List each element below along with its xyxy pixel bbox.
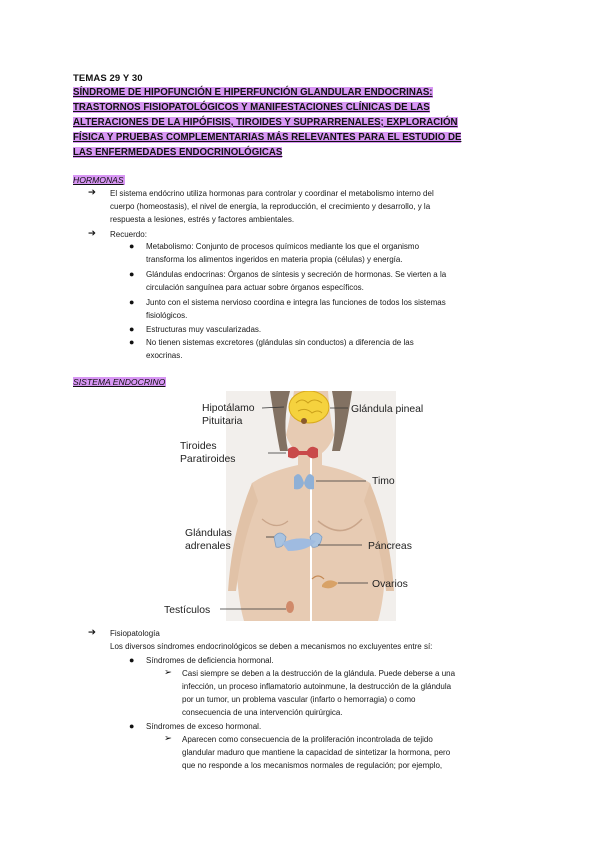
text-line: Glándulas endocrinas: Órganos de síntesis y secreción de hormonas. Se vierten a la xyxy=(146,270,447,279)
bullet-icon: ● xyxy=(129,324,135,334)
text-line: cuerpo (homeostasis), el nivel de energía, la reproducción, el crecimiento y desarrollo, y la xyxy=(110,202,431,211)
brain-icon xyxy=(289,391,329,423)
section-title-hormonas xyxy=(73,175,125,186)
label-hipotalamo: Hipotálamo xyxy=(202,403,255,414)
label-glandulas: Glándulas xyxy=(185,528,232,539)
text-line: Junto con el sistema nervioso coordina e integra las funciones de todos los sistemas xyxy=(146,298,446,307)
arrow-icon: ➔ xyxy=(88,627,96,638)
heading-line: FÍSICA Y PRUEBAS COMPLEMENTARIAS MÁS RELEVANTES PARA EL ESTUDIO DE xyxy=(73,132,462,143)
label-ovarios: Ovarios xyxy=(372,579,408,590)
bullet-icon: ● xyxy=(129,269,135,279)
paragraph-hormonas-1 xyxy=(110,187,530,226)
list-item-deficiencia: Síndromes de deficiencia hormonal. xyxy=(146,656,274,665)
list-item xyxy=(146,296,536,322)
bullet-icon: ● xyxy=(129,297,135,307)
list-item xyxy=(146,336,536,362)
list-item xyxy=(146,323,536,336)
heading-line: LAS ENFERMEDADES ENDOCRINOLÓGICAS xyxy=(73,147,283,158)
endocrine-system-figure xyxy=(162,391,458,621)
heading-line: TRASTORNOS FISIOPATOLÓGICOS Y MANIFESTACIONES CLÍNICAS DE LAS xyxy=(73,102,430,113)
section-title-text: HORMONAS xyxy=(73,175,124,185)
paragraph-fisiopatologia-intro: Los diversos síndromes endocrinológicos se deben a mecanismos no excluyentes entre sí: xyxy=(110,642,433,651)
bullet-icon: ● xyxy=(129,655,135,665)
heading-line: SÍNDROME DE HIPOFUNCIÓN E HIPERFUNCIÓN GLANDULAR ENDOCRINAS: xyxy=(73,87,433,98)
section-title-sistema xyxy=(73,377,166,388)
list-item xyxy=(146,240,536,266)
paragraph-recuerdo: Recuerdo: xyxy=(110,230,147,239)
heading-line: ALTERACIONES DE LA HIPÓFISIS, TIROIDES Y SUPRARRENALES; EXPLORACIÓN xyxy=(73,117,458,128)
bullet-icon: ● xyxy=(129,337,135,347)
bullet-icon: ● xyxy=(129,241,135,251)
text-line: infección, un proceso inflamatorio autoinmune, la destrucción de la glándula xyxy=(182,682,452,691)
topic-title: TEMAS 29 Y 30 xyxy=(73,73,143,84)
text-line: Metabolismo: Conjunto de procesos químicos mediante los que el organismo xyxy=(146,242,420,251)
text-line: Estructuras muy vascularizadas. xyxy=(146,325,262,334)
pituitary-icon xyxy=(301,418,307,424)
label-pineal: Glándula pineal xyxy=(351,404,424,415)
triangle-arrow-icon: ➢ xyxy=(164,733,172,744)
text-line: respuesta a lesiones, estrés y factores ambientales. xyxy=(110,215,295,224)
label-pancreas: Páncreas xyxy=(368,541,412,552)
text-line: exocrinas. xyxy=(146,351,183,360)
text-line: No tienen sistemas excretores (glándulas sin conductos) a diferencia de las xyxy=(146,338,414,347)
label-testiculos: Testículos xyxy=(164,605,211,616)
text-line: consecuencia de una intervención quirúrgica. xyxy=(182,708,343,717)
text-line: Aparecen como consecuencia de la proliferación incontrolada de tejido xyxy=(182,735,433,744)
label-tiroides: Tiroides xyxy=(180,441,217,452)
arrow-icon: ➔ xyxy=(88,187,96,198)
label-paratiroides: Paratiroides xyxy=(180,454,236,465)
main-heading xyxy=(73,85,533,160)
section-title-text: SISTEMA ENDOCRINO xyxy=(73,377,166,387)
text-line: El sistema endócrino utiliza hormonas para controlar y coordinar el metabolismo interno del xyxy=(110,189,434,198)
text-line: transforma los alimentos ingeridos en materia propia (células) y energía. xyxy=(146,255,403,264)
label-pituitaria: Pituitaria xyxy=(202,416,243,427)
list-item xyxy=(146,268,536,294)
text-line: por un tumor, un problema vascular (infarto o hemorragia) o como xyxy=(182,695,416,704)
label-timo: Timo xyxy=(372,476,395,487)
sub-item-deficiencia xyxy=(182,667,532,719)
label-adrenales: adrenales xyxy=(185,541,231,552)
arrow-icon: ➔ xyxy=(88,228,96,239)
bullet-icon: ● xyxy=(129,721,135,731)
sub-item-exceso xyxy=(182,733,532,772)
triangle-arrow-icon: ➢ xyxy=(164,667,172,678)
text-line: que no responde a los mecanismos normales de regulación; por ejemplo, xyxy=(182,761,443,770)
text-line: circulación sanguínea para actuar sobre órganos específicos. xyxy=(146,283,364,292)
testicle-icon xyxy=(286,601,294,613)
paragraph-fisiopatologia-title: Fisiopatología xyxy=(110,629,160,638)
text-line: fisiológicos. xyxy=(146,311,188,320)
text-line: Casi siempre se deben a la destrucción de la glándula. Puede deberse a una xyxy=(182,669,456,678)
list-item-exceso: Síndromes de exceso hormonal. xyxy=(146,722,262,731)
text-line: glandular maduro que mantiene la capacidad de sintetizar la hormona, pero xyxy=(182,748,451,757)
